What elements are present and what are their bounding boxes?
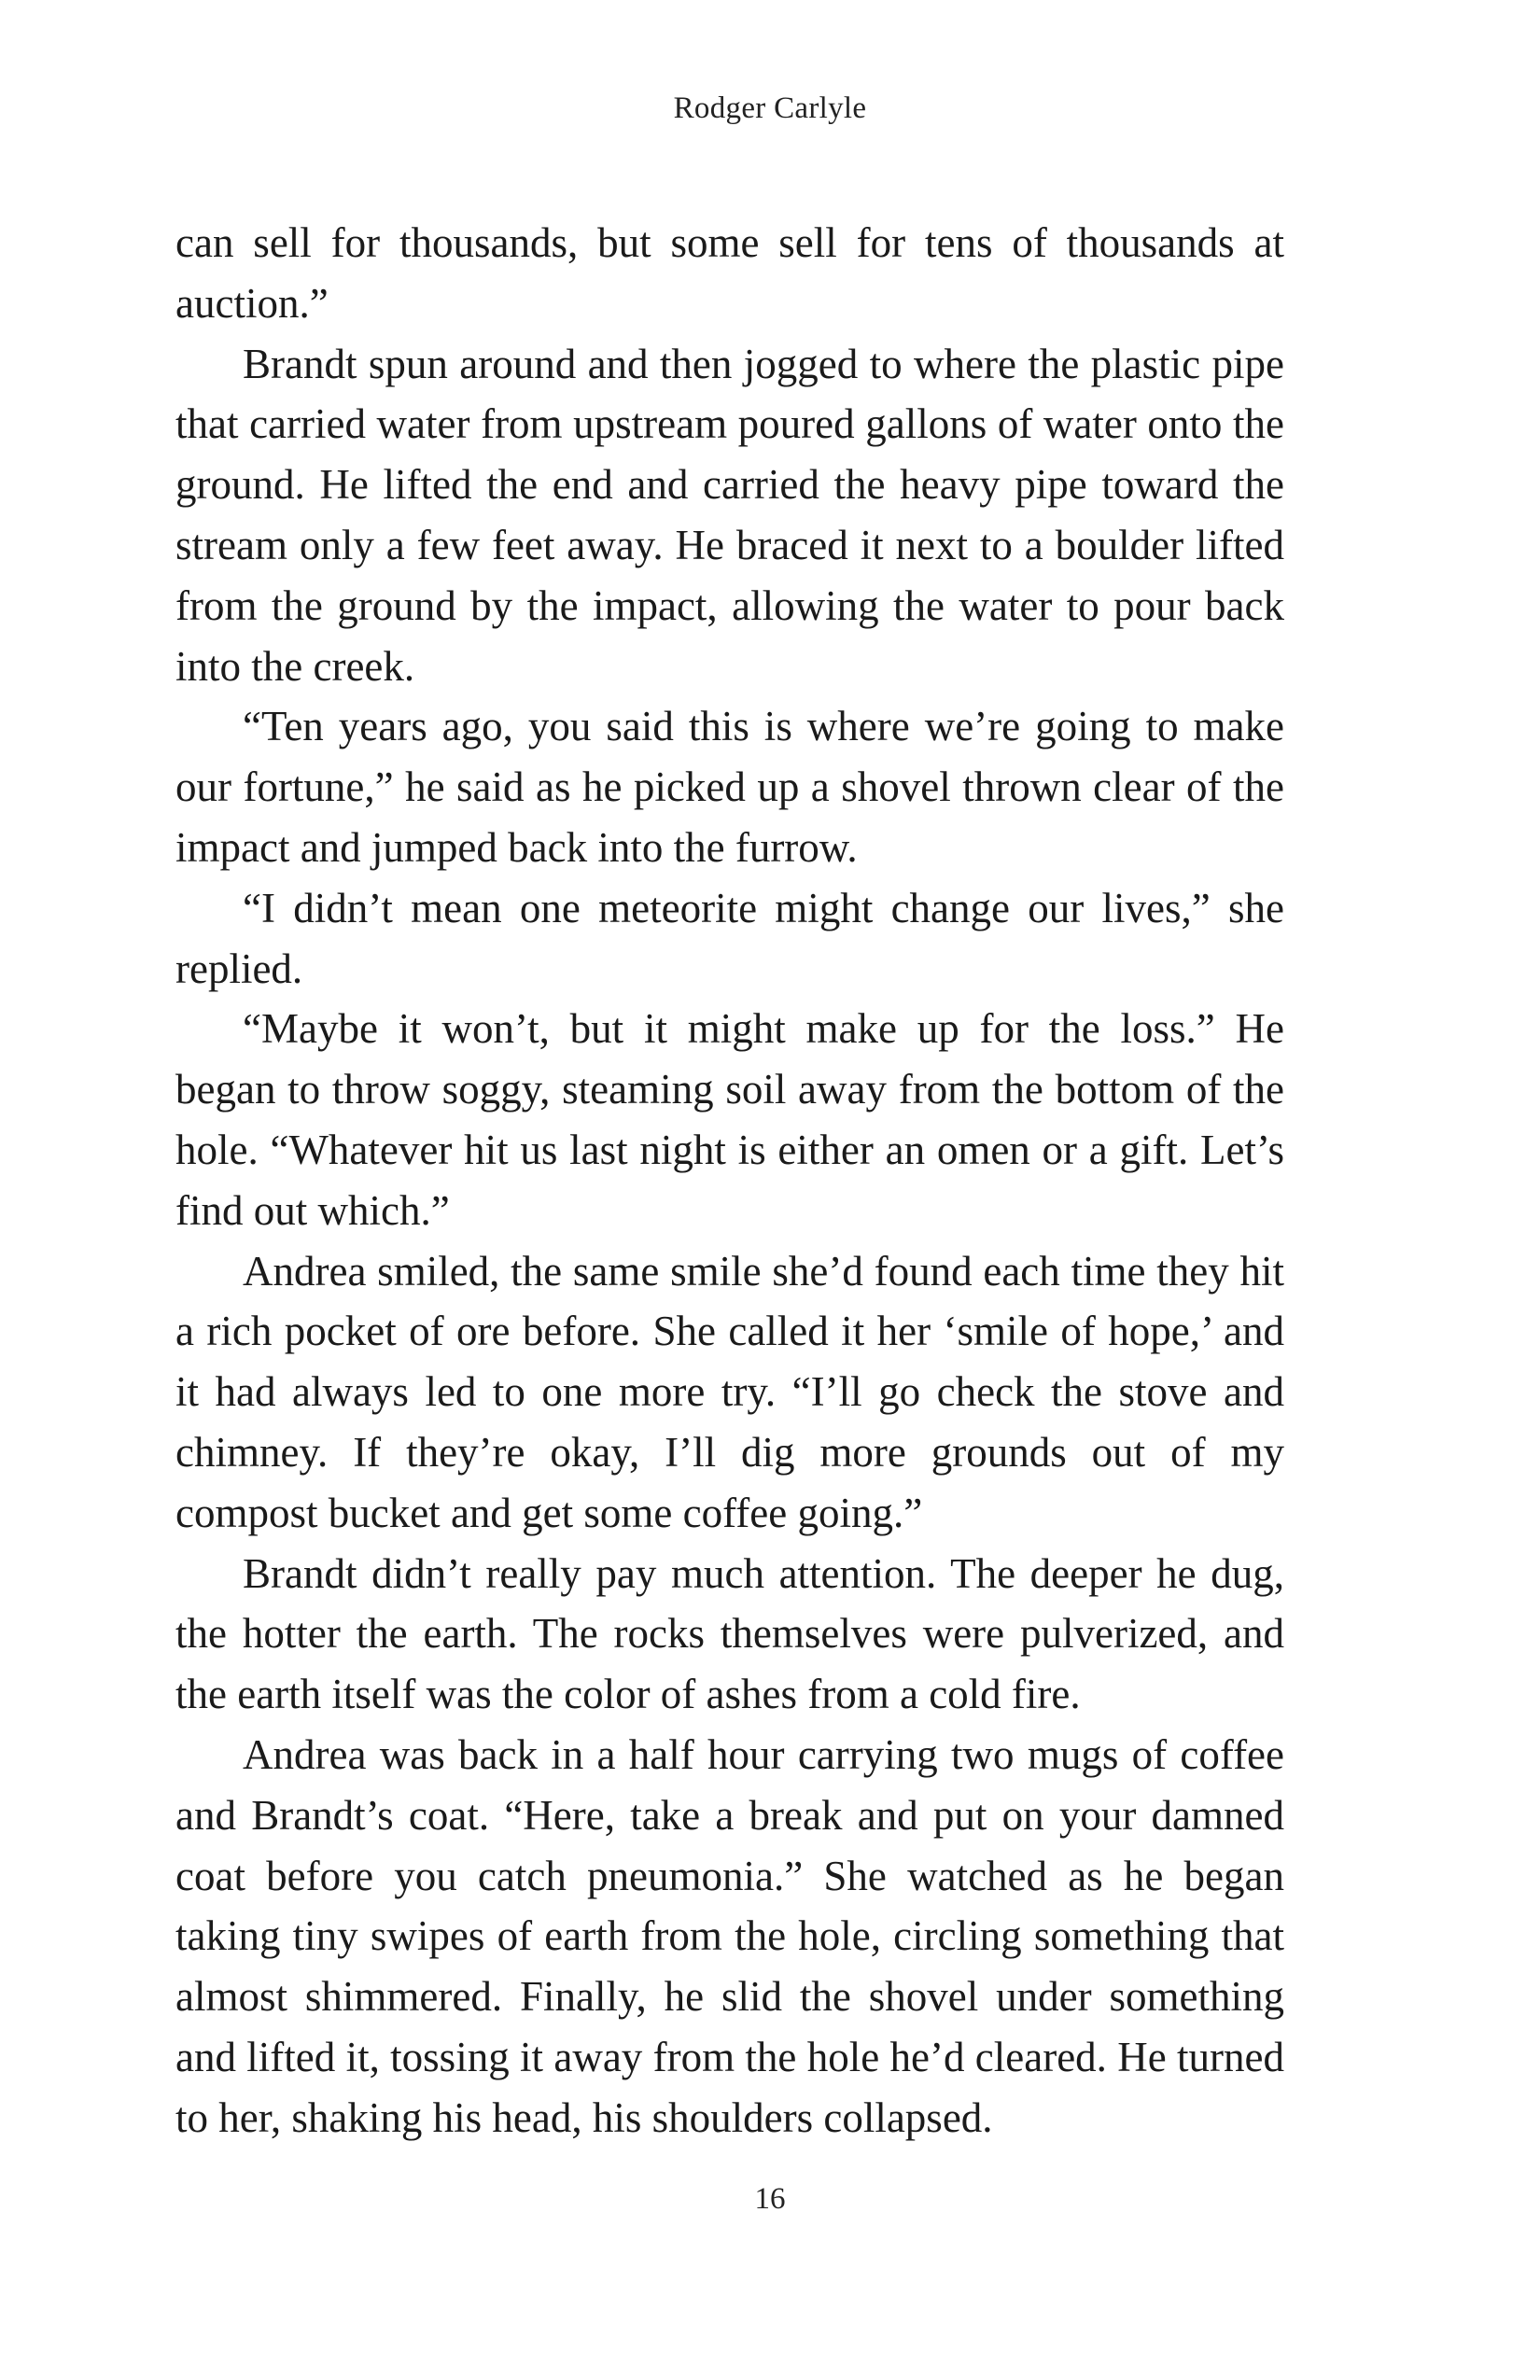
paragraph: “Maybe it won’t, but it might make up for the loss.” He began to throw soggy, steaming soil away from the bottom of the hole. “Whatever hit us last night is either an omen or a gift. Let’s find out which.” (175, 1005, 1284, 1234)
paragraph: “Ten years ago, you said this is where we’re going to make our fortune,” he said as he picked up a shovel thrown clear of the impact and jumped back into the furrow. (175, 703, 1284, 871)
paragraph: Brandt spun around and then jogged to where the plastic pipe that carried water from upstream poured gallons of water onto the ground. He lifted the end and carried the heavy pipe toward the stream only a few feet away. He braced it next to a boulder lifted from the ground by the impact, allowing the water to pour back into the creek. (175, 340, 1284, 690)
paragraph: Brandt didn’t really pay much attention. The deeper he dug, the hotter the earth. The rocks themselves were pulverized, and the earth itself was the color of ashes from a cold fire. (175, 1549, 1284, 1718)
paragraph: “I didn’t mean one meteorite might change our lives,” she replied. (175, 884, 1284, 992)
running-head-author: Rodger Carlyle (673, 91, 867, 125)
paragraph: Andrea smiled, the same smile she’d found each time they hit a rich pocket of ore before. She called it her ‘smile of hope,’ and it had always led to one more try. “I’ll go check the stove and chimney. If they’re okay, I’ll dig more grounds out of my compost bucket and get some coffee going.” (175, 1247, 1284, 1536)
page-number: 16 (754, 2182, 786, 2216)
paragraph: Andrea was back in a half hour carrying two mugs of coffee and Brandt’s coat. “Here, take a break and put on your damned coat before you catch pneumonia.” She watched as he began taking tiny swipes of earth from the hole, circling something that almost shimmered. Finally, he slid the shovel under something and lifted it, tossing it away from the hole he’d cleared. He turned to her, shaking his head, his shoulders collapsed. (175, 1730, 1284, 2141)
paragraph-continued: can sell for thousands, but some sell for tens of thousands at auction.” (175, 219, 1284, 327)
body-text (175, 213, 1284, 2149)
